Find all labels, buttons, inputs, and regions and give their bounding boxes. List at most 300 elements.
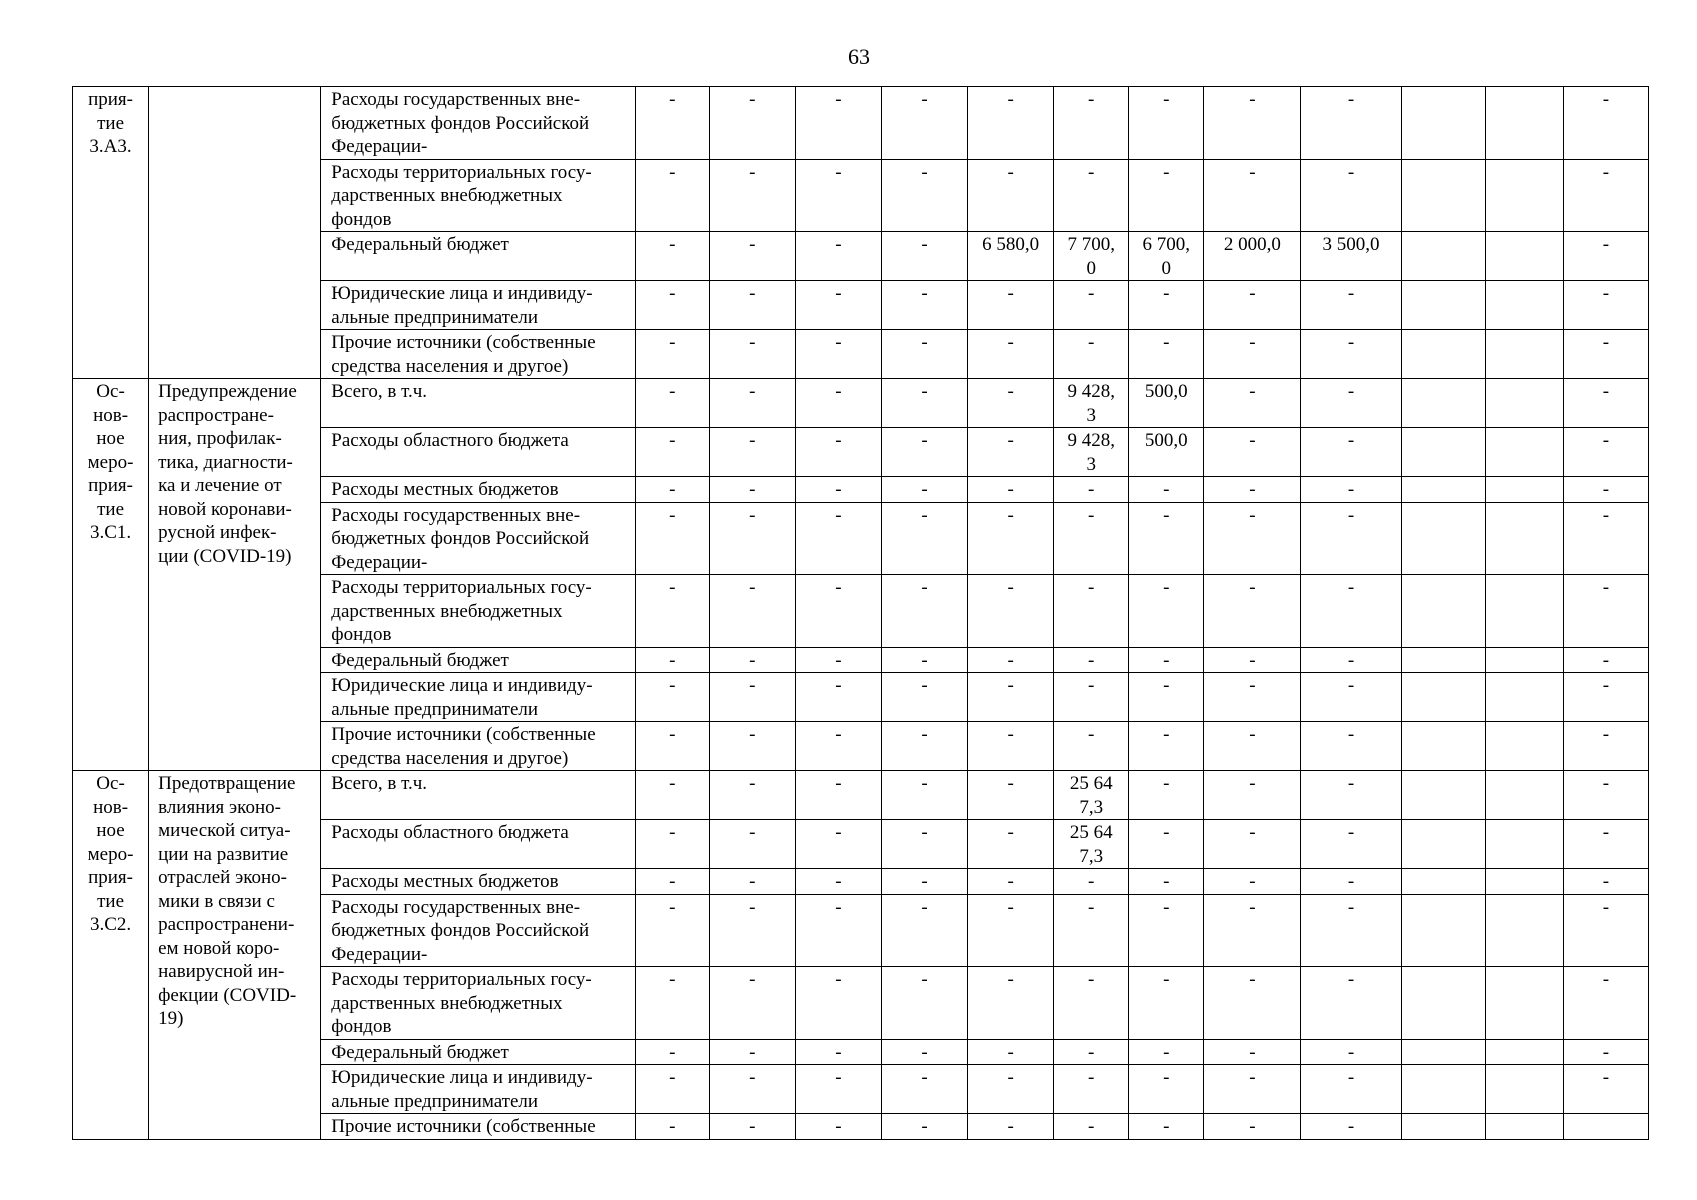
value-cell	[1401, 1114, 1485, 1140]
value-cell	[1301, 159, 1401, 232]
value-text: -	[1007, 283, 1014, 304]
value-cell	[1301, 477, 1401, 503]
value-cell	[1129, 477, 1204, 503]
value-cell	[1054, 967, 1129, 1040]
measure-code-line: нов-	[93, 404, 129, 426]
funding-source-cell	[321, 159, 635, 232]
value-cell	[1301, 1039, 1401, 1065]
value-text: -	[1602, 896, 1610, 918]
funding-source-line: Расходы территориальных госу-	[331, 161, 592, 183]
value-cell	[1301, 869, 1401, 895]
value-cell	[1401, 87, 1485, 160]
value-text: -	[1163, 161, 1170, 183]
value-cell	[881, 647, 967, 673]
value-text: -	[1602, 969, 1610, 990]
value-text: -	[1088, 504, 1095, 526]
measure-title-line: Предупреждение	[158, 381, 297, 402]
value-text: -	[669, 969, 676, 990]
value-cell	[1485, 232, 1563, 281]
value-text: -	[669, 724, 676, 745]
value-cell	[881, 820, 967, 869]
value-cell	[1485, 673, 1563, 722]
value-text: -	[1249, 871, 1256, 892]
value-cell	[1401, 379, 1485, 428]
value-cell	[1401, 281, 1485, 330]
value-text: -	[749, 871, 756, 892]
value-cell	[1401, 967, 1485, 1040]
funding-source-cell	[321, 820, 635, 869]
funding-source-line: Юридические лица и индивиду-	[331, 283, 593, 304]
measure-code-line: Ос-	[96, 381, 125, 402]
value-text: -	[1249, 283, 1256, 304]
measure-title-line: отраслей эконо-	[158, 867, 287, 888]
value-text: -	[1249, 675, 1256, 696]
measure-code-cell	[73, 87, 149, 379]
value-cell	[968, 869, 1054, 895]
value-text: -	[749, 89, 756, 110]
value-text: -	[1249, 724, 1256, 745]
value-cell	[1054, 159, 1129, 232]
value-text: -	[1163, 822, 1170, 843]
funding-source-line: фондов	[331, 624, 392, 645]
value-text: -	[1602, 161, 1610, 183]
value-cell	[709, 722, 795, 771]
value-cell	[881, 477, 967, 503]
value-text: -	[1007, 675, 1014, 696]
value-cell	[1054, 869, 1129, 895]
value-cell	[1563, 159, 1648, 232]
value-cell	[1401, 820, 1485, 869]
value-text: -	[1163, 871, 1170, 892]
measure-code-line: меро-	[87, 843, 134, 865]
value-text: -	[1347, 822, 1355, 843]
funding-source-line: дарственных внебюджетных	[331, 992, 563, 1014]
value-cell	[635, 502, 709, 575]
value-cell	[1301, 820, 1401, 869]
funding-source-line: средства населения и другое)	[331, 355, 569, 377]
value-cell	[1485, 575, 1563, 648]
funding-source-line: Всего, в т.ч.	[331, 773, 428, 794]
value-cell	[1054, 673, 1129, 722]
value-cell	[1563, 967, 1648, 1040]
value-cell	[795, 894, 881, 967]
value-text: -	[835, 1041, 842, 1063]
value-cell	[968, 1114, 1054, 1140]
value-text: -	[835, 332, 842, 353]
value-cell	[1401, 477, 1485, 503]
value-text: -	[1163, 1067, 1170, 1088]
value-text: -	[921, 649, 928, 671]
value-cell	[1204, 771, 1301, 820]
value-text: -	[835, 1067, 842, 1088]
table-row	[73, 379, 1649, 428]
funding-source-line: Федеральный бюджет	[331, 1041, 509, 1063]
value-cell	[709, 477, 795, 503]
value-text: -	[1347, 871, 1355, 892]
value-text: -	[1007, 479, 1014, 500]
value-cell	[1301, 1065, 1401, 1114]
value-cell	[1204, 281, 1301, 330]
funding-source-line: бюджетных фондов Российской	[331, 112, 590, 134]
value-text: -	[1347, 332, 1355, 353]
value-cell	[1563, 673, 1648, 722]
value-cell	[709, 87, 795, 160]
value-text: -	[1163, 773, 1170, 794]
value-text: -	[669, 1116, 676, 1137]
measure-title-line: Предотвращение	[158, 773, 296, 794]
value-text: -	[749, 504, 756, 526]
value-text: -	[1007, 649, 1014, 671]
funding-source-line: бюджетных фондов Российской	[331, 920, 590, 941]
value-text: -	[669, 1067, 676, 1088]
value-text: 0	[1161, 257, 1172, 279]
value-cell	[1301, 330, 1401, 379]
funding-source-line: Расходы государственных вне-	[331, 89, 581, 110]
value-text: -	[1602, 773, 1610, 794]
value-text: -	[1347, 896, 1355, 918]
value-text: 25 64	[1069, 822, 1113, 843]
value-cell	[795, 502, 881, 575]
value-cell	[795, 379, 881, 428]
value-cell	[1563, 647, 1648, 673]
value-cell	[881, 575, 967, 648]
value-text: -	[749, 649, 756, 671]
value-cell	[968, 894, 1054, 967]
value-cell	[1129, 159, 1204, 232]
value-cell	[881, 428, 967, 477]
value-cell	[1204, 894, 1301, 967]
value-cell	[1485, 771, 1563, 820]
measure-code-line: тие	[97, 498, 124, 520]
value-cell	[1054, 379, 1129, 428]
value-text: -	[1088, 871, 1095, 892]
value-text: -	[1347, 89, 1355, 110]
value-text: -	[1088, 675, 1095, 696]
value-cell	[1129, 673, 1204, 722]
value-cell	[1301, 575, 1401, 648]
value-cell	[1401, 1065, 1485, 1114]
value-text: 3 500,0	[1322, 234, 1380, 255]
value-cell	[795, 281, 881, 330]
value-text: -	[1347, 479, 1355, 500]
value-cell	[635, 820, 709, 869]
funding-source-line: дарственных внебюджетных	[331, 185, 563, 206]
value-text: -	[835, 822, 842, 843]
value-cell	[635, 967, 709, 1040]
value-text: -	[921, 675, 928, 696]
value-text: -	[1347, 283, 1355, 304]
value-cell	[709, 967, 795, 1040]
value-text: -	[1007, 1116, 1014, 1137]
funding-source-line: Прочие источники (собственные	[331, 1116, 596, 1137]
funding-source-cell	[321, 575, 635, 648]
value-cell	[709, 281, 795, 330]
funding-source-cell	[321, 232, 635, 281]
value-text: -	[835, 504, 842, 526]
value-text: -	[1602, 577, 1610, 598]
value-text: -	[669, 773, 676, 794]
value-cell	[881, 502, 967, 575]
value-cell	[1054, 771, 1129, 820]
value-cell	[635, 1114, 709, 1140]
value-text: -	[1602, 89, 1610, 110]
value-text: -	[1347, 969, 1355, 990]
funding-source-cell	[321, 771, 635, 820]
value-cell	[709, 1065, 795, 1114]
value-text: -	[921, 504, 928, 526]
value-cell	[1401, 673, 1485, 722]
value-cell	[635, 159, 709, 232]
value-text: -	[1249, 1116, 1256, 1137]
value-cell	[1129, 722, 1204, 771]
value-cell	[1485, 894, 1563, 967]
value-text: -	[835, 430, 842, 451]
value-text: -	[1347, 577, 1355, 598]
value-cell	[1401, 428, 1485, 477]
value-cell	[709, 869, 795, 895]
value-cell	[968, 771, 1054, 820]
value-text: -	[1088, 724, 1095, 745]
value-cell	[1204, 502, 1301, 575]
value-cell	[1401, 722, 1485, 771]
measure-title-line: русной инфек-	[158, 522, 277, 543]
value-cell	[1485, 967, 1563, 1040]
value-cell	[1129, 820, 1204, 869]
value-cell	[709, 1114, 795, 1140]
funding-source-line: Федерации-	[331, 136, 428, 157]
value-cell	[1563, 575, 1648, 648]
value-cell	[1054, 330, 1129, 379]
value-cell	[1204, 647, 1301, 673]
value-text: -	[669, 1041, 676, 1063]
value-text: -	[749, 381, 756, 402]
value-text: -	[1163, 1041, 1170, 1063]
value-cell	[1563, 1114, 1648, 1140]
funding-source-line: фондов	[331, 208, 392, 230]
value-cell	[795, 1065, 881, 1114]
value-cell	[881, 869, 967, 895]
measure-title-line: тика, диагности-	[158, 451, 293, 473]
measure-title-line: навирусной ин-	[158, 961, 285, 982]
budget-table	[72, 86, 1649, 1140]
value-cell	[1563, 428, 1648, 477]
value-text: -	[1602, 332, 1610, 353]
value-text: -	[921, 724, 928, 745]
value-cell	[968, 330, 1054, 379]
value-text: -	[1602, 234, 1610, 255]
value-cell	[635, 575, 709, 648]
value-text: -	[921, 479, 928, 500]
measure-code-cell	[73, 771, 149, 1140]
value-cell	[1301, 281, 1401, 330]
value-text: -	[1249, 649, 1256, 671]
measure-title-line: фекции (COVID-	[158, 984, 297, 1006]
value-text: 9 428,	[1067, 430, 1115, 451]
value-cell	[881, 967, 967, 1040]
value-text: -	[1163, 969, 1170, 990]
value-text: 7 700,	[1067, 234, 1115, 255]
value-cell	[1301, 232, 1401, 281]
value-cell	[1401, 771, 1485, 820]
value-cell	[635, 330, 709, 379]
value-cell	[1301, 894, 1401, 967]
value-cell	[709, 771, 795, 820]
value-text: -	[1007, 577, 1014, 598]
value-text: -	[1088, 161, 1095, 183]
value-text: -	[749, 969, 756, 990]
funding-source-line: Расходы местных бюджетов	[331, 479, 559, 500]
value-text: -	[669, 577, 676, 598]
value-cell	[1204, 428, 1301, 477]
funding-source-line: Расходы территориальных госу-	[331, 577, 592, 598]
value-text: -	[921, 577, 928, 598]
value-cell	[1054, 647, 1129, 673]
funding-source-cell	[321, 647, 635, 673]
value-cell	[635, 1065, 709, 1114]
value-cell	[881, 87, 967, 160]
value-text: -	[1249, 504, 1256, 526]
value-text: -	[921, 871, 928, 892]
value-cell	[1401, 159, 1485, 232]
value-text: -	[669, 234, 676, 255]
measure-title-line: распростране-	[158, 404, 274, 426]
value-text: -	[1163, 724, 1170, 745]
value-cell	[1129, 87, 1204, 160]
value-text: -	[669, 871, 676, 892]
value-text: -	[1347, 724, 1355, 745]
value-text: 6 580,0	[982, 234, 1040, 255]
funding-source-line: Федерации-	[331, 551, 428, 573]
value-cell	[1563, 1065, 1648, 1114]
value-text: 25 64	[1069, 773, 1113, 794]
value-cell	[1054, 477, 1129, 503]
value-text: -	[921, 89, 928, 110]
value-text: -	[749, 161, 756, 183]
value-cell	[968, 477, 1054, 503]
value-cell	[1054, 1065, 1129, 1114]
measure-code-line: прия-	[88, 89, 133, 110]
value-text: -	[669, 430, 676, 451]
value-cell	[709, 159, 795, 232]
value-text: -	[1163, 332, 1170, 353]
value-text: -	[835, 724, 842, 745]
value-text: -	[1249, 1041, 1256, 1063]
funding-source-cell	[321, 673, 635, 722]
value-text: -	[1088, 1041, 1095, 1063]
value-text: -	[835, 896, 842, 918]
value-text: -	[835, 234, 842, 255]
value-text: -	[1347, 381, 1355, 402]
value-cell	[1129, 1039, 1204, 1065]
funding-source-line: бюджетных фондов Российской	[331, 528, 590, 549]
value-cell	[795, 1114, 881, 1140]
measure-title-line: мики в связи с	[158, 890, 275, 912]
funding-source-line: дарственных внебюджетных	[331, 600, 563, 622]
value-cell	[1401, 575, 1485, 648]
measure-code-line: тие	[97, 112, 124, 134]
measure-title-cell	[149, 379, 321, 771]
value-cell	[635, 894, 709, 967]
value-text: -	[1007, 822, 1014, 843]
value-cell	[1129, 869, 1204, 895]
measure-title-line: 19)	[158, 1008, 184, 1029]
measure-code-line: прия-	[88, 867, 133, 888]
value-cell	[635, 281, 709, 330]
value-text: -	[1163, 577, 1170, 598]
value-text: 500,0	[1144, 381, 1188, 402]
value-cell	[968, 647, 1054, 673]
value-text: -	[749, 283, 756, 304]
funding-source-line: средства населения и другое)	[331, 747, 569, 769]
value-cell	[968, 379, 1054, 428]
value-cell	[1129, 232, 1204, 281]
value-cell	[881, 379, 967, 428]
value-text: -	[669, 332, 676, 353]
value-cell	[968, 1065, 1054, 1114]
value-cell	[881, 1114, 967, 1140]
measure-code-line: меро-	[87, 451, 134, 473]
value-text: -	[1163, 479, 1170, 500]
value-text: -	[921, 1067, 928, 1088]
value-text: -	[1007, 724, 1014, 745]
value-cell	[635, 647, 709, 673]
value-cell	[709, 673, 795, 722]
value-cell	[1401, 232, 1485, 281]
value-cell	[795, 820, 881, 869]
value-cell	[795, 477, 881, 503]
value-text: -	[1007, 1041, 1014, 1063]
value-text: -	[1007, 332, 1014, 353]
value-cell	[1485, 722, 1563, 771]
value-text: 6 700,	[1142, 234, 1191, 255]
value-cell	[1054, 722, 1129, 771]
value-text: -	[921, 430, 928, 451]
value-cell	[968, 281, 1054, 330]
value-cell	[1204, 232, 1301, 281]
value-cell	[1204, 87, 1301, 160]
value-cell	[1401, 502, 1485, 575]
value-cell	[709, 232, 795, 281]
value-cell	[1301, 502, 1401, 575]
value-text: -	[1163, 504, 1170, 526]
value-text: -	[749, 1041, 756, 1063]
value-text: -	[669, 896, 676, 918]
value-cell	[709, 330, 795, 379]
value-cell	[795, 647, 881, 673]
value-text: -	[669, 649, 676, 671]
value-text: -	[749, 479, 756, 500]
value-cell	[1485, 1114, 1563, 1140]
value-cell	[795, 722, 881, 771]
value-cell	[1301, 87, 1401, 160]
value-text: 9 428,	[1067, 381, 1115, 402]
value-text: -	[1088, 283, 1095, 304]
value-cell	[1401, 1039, 1485, 1065]
value-cell	[1204, 159, 1301, 232]
value-text: -	[1163, 89, 1170, 110]
funding-source-line: Расходы государственных вне-	[331, 896, 581, 918]
value-cell	[1204, 330, 1301, 379]
measure-code-line: 3.С2.	[89, 914, 132, 935]
value-cell	[1485, 1065, 1563, 1114]
value-cell	[1485, 87, 1563, 160]
value-cell	[1204, 1039, 1301, 1065]
value-text: -	[1249, 969, 1256, 990]
value-cell	[968, 428, 1054, 477]
value-text: -	[1163, 283, 1170, 304]
value-cell	[1563, 477, 1648, 503]
value-text: -	[1602, 724, 1610, 745]
